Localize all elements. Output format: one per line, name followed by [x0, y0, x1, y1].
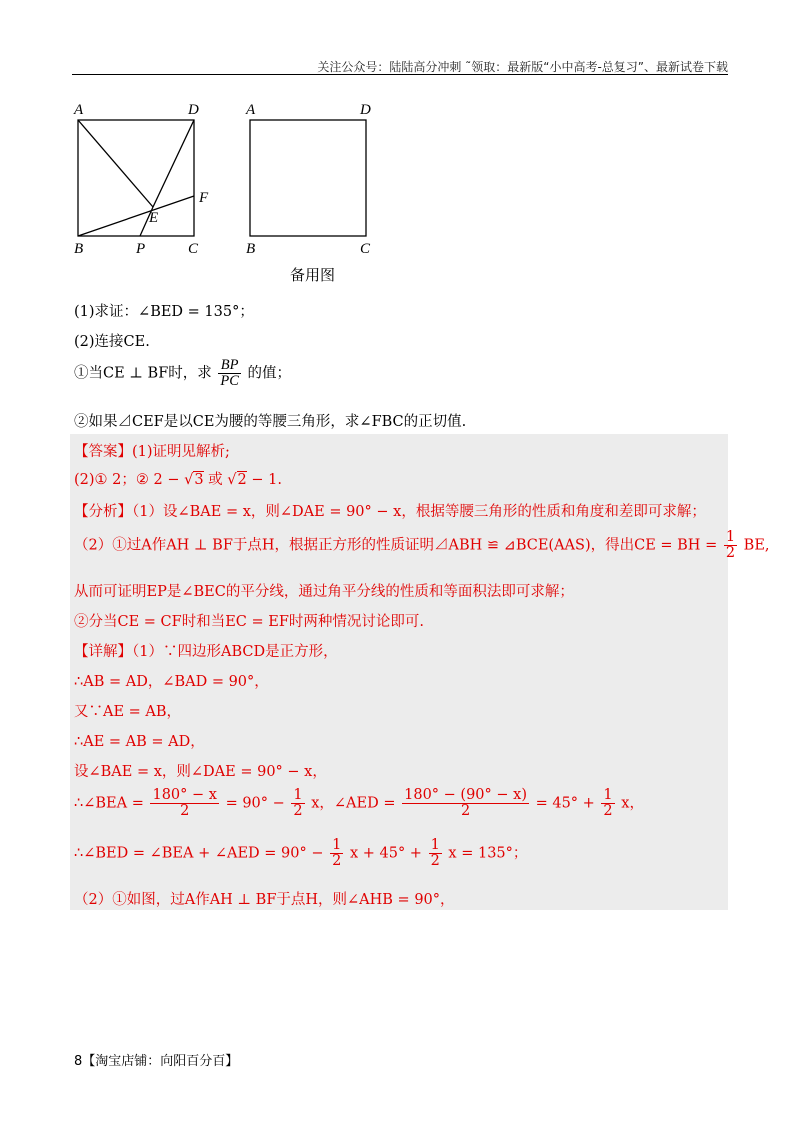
- detail-line-2: 又∵AE = AB，: [74, 704, 182, 720]
- detail-line-6: [74, 838, 527, 869]
- page-footer: 8【淘宝店铺：向阳百分百】: [74, 1054, 239, 1069]
- detail-line-3: ∴AE = AB = AD，: [74, 734, 205, 750]
- label-d: D: [188, 102, 199, 118]
- answer-line-2-suffix: − 1.: [251, 472, 282, 488]
- analysis-1: 【分析】（1）设∠BAE = x，则∠DAE = 90° − x，根据等腰三角形的性质和角度和差即可求解；: [74, 504, 706, 520]
- label-d-2: D: [360, 102, 371, 118]
- label-a-2: A: [246, 102, 256, 118]
- square-abcd-spare: [250, 120, 366, 236]
- q2a-suffix: 的值；: [247, 365, 291, 382]
- figure-caption: 备用图: [290, 266, 336, 284]
- analysis-2-prefix: （2）①过A作AH ⊥ BF于点H，根据正方形的性质证明⊿ABH ≌ ⊿BCE(AAS)，得出CE = BH =: [74, 537, 718, 554]
- header-rule: [72, 74, 728, 75]
- fraction-half: [291, 788, 304, 819]
- d5-part-b: = 90° −: [225, 795, 285, 812]
- segment-bf: [78, 196, 194, 236]
- fraction-numerator: 180° − (90° − x): [404, 787, 527, 803]
- fraction-denominator: 2: [430, 853, 440, 870]
- page-header: 关注公众号：陆陆高分冲刺 ˜领取：最新版“小中高考-总复习”、最新试卷下载: [317, 60, 728, 74]
- answer-line-2-prefix: (2)① 2；② 2 −: [74, 472, 180, 488]
- analysis-2: [74, 530, 770, 561]
- fraction-half: [429, 838, 442, 869]
- d6-part-c: x = 135°；: [448, 845, 528, 862]
- figure-1: [78, 120, 194, 236]
- question-1: (1)求证：∠BED = 135°；: [74, 304, 254, 320]
- label-c: C: [188, 241, 199, 257]
- detail-line-7: （2）①如图，过A作AH ⊥ BF于点H，则∠AHB = 90°，: [74, 892, 455, 908]
- answer-line-1: 【答案】(1)证明见解析;: [74, 444, 230, 460]
- geometry-figures: [66, 96, 386, 261]
- detail-line-4: 设∠BAE = x，则∠DAE = 90° − x，: [74, 764, 327, 780]
- fraction-bea: [150, 788, 218, 819]
- fraction-numerator: 1: [603, 787, 613, 803]
- fraction-aed: [402, 788, 529, 819]
- question-2a: [74, 358, 291, 389]
- segment-de: [153, 120, 194, 207]
- fraction-denominator: 2: [603, 803, 613, 820]
- label-f: F: [199, 190, 209, 206]
- fraction-half: [601, 788, 614, 819]
- d6-part-b: x + 45° +: [349, 845, 422, 862]
- fraction-denominator: 2: [293, 803, 303, 820]
- fraction-bp-pc: [218, 358, 241, 389]
- label-a: A: [74, 102, 84, 118]
- figure-2: [250, 120, 366, 236]
- sqrt-2: 2: [237, 472, 247, 488]
- d5-part-d: = 45° +: [535, 795, 595, 812]
- d5-part-e: x，: [621, 795, 644, 812]
- fraction-numerator: 1: [332, 837, 342, 853]
- fraction-numerator: 1: [430, 837, 440, 853]
- fraction-numerator: BP: [218, 358, 241, 374]
- square-abcd: [78, 120, 194, 236]
- fraction-half: [724, 530, 737, 561]
- segment-ae: [78, 120, 153, 207]
- sqrt-3: 3: [194, 472, 204, 488]
- d5-part-c: x，∠AED =: [311, 795, 396, 812]
- analysis-2-suffix: BE,: [743, 537, 770, 554]
- question-2: (2)连接CE.: [74, 334, 150, 350]
- q2a-prefix: ①当CE ⊥ BF时，求: [74, 365, 212, 382]
- fraction-denominator: 2: [332, 853, 342, 870]
- detail-title: 【详解】（1）∵四边形ABCD是正方形，: [74, 644, 338, 660]
- analysis-4: ②分当CE = CF时和当EC = EF时两种情况讨论即可.: [74, 614, 425, 630]
- fraction-denominator: PC: [220, 373, 239, 390]
- label-c-2: C: [360, 241, 371, 257]
- detail-line-5: [74, 788, 644, 819]
- label-e: E: [149, 210, 159, 226]
- answer-line-2-or: 或: [208, 472, 223, 488]
- d6-part-a: ∴∠BED = ∠BEA + ∠AED = 90° −: [74, 845, 324, 862]
- label-b-2: B: [246, 241, 256, 257]
- detail-line-1: ∴AB = AD，∠BAD = 90°，: [74, 674, 269, 690]
- analysis-3: 从而可证明EP是∠BEC的平分线，通过角平分线的性质和等面积法即可求解；: [74, 584, 574, 600]
- label-p: P: [136, 241, 146, 257]
- fraction-numerator: 1: [725, 529, 736, 545]
- fraction-half: [330, 838, 343, 869]
- fraction-denominator: 2: [180, 803, 190, 820]
- fraction-numerator: 180° − x: [152, 787, 217, 803]
- d5-part-a: ∴∠BEA =: [74, 795, 144, 812]
- fraction-denominator: 2: [460, 803, 471, 820]
- question-2b: ②如果⊿CEF是以CE为腰的等腰三角形，求∠FBC的正切值.: [74, 414, 467, 430]
- answer-line-2: (2)① 2；② 2 − √3 或 √2 − 1.: [74, 472, 282, 488]
- fraction-denominator: 2: [725, 545, 736, 562]
- label-b: B: [74, 241, 84, 257]
- fraction-numerator: 1: [293, 787, 303, 803]
